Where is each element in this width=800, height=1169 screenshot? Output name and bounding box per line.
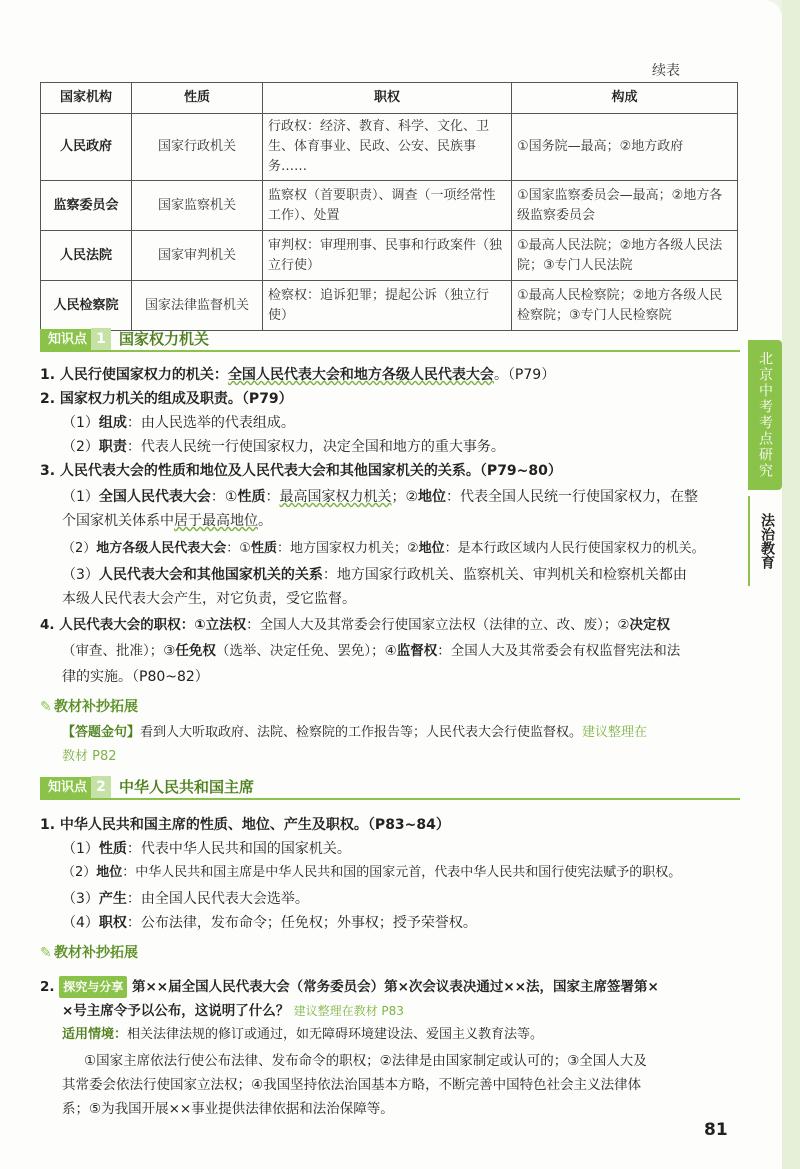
cell-nature: 国家行政机关 bbox=[132, 114, 263, 181]
kp1-item-3-1: （1）全国人民代表大会：①性质：最高国家权力机关；②地位：代表全国人民统一行使国家权力，在整 bbox=[62, 489, 699, 505]
kp2-item-1-3: （3）产生：由全国人民代表大会选举。 bbox=[62, 891, 309, 907]
cell-org: 人民政府 bbox=[41, 114, 132, 181]
cell-composition: ①国家监察委员会—最高；②地方各级监察委员会 bbox=[512, 181, 738, 231]
kp1-item-4-cont: （审查、批准）；③任免权（选举、决定任免、罢免）；④监督权：全国人大及其常委会有权监督宪法和法 bbox=[62, 643, 681, 659]
answer-line-1: ①国家主席依法行使公布法律、发布命令的职权；②法律是由国家制定或认可的；③全国人大及 bbox=[84, 1053, 647, 1069]
cell-org: 监察委员会 bbox=[41, 181, 132, 231]
cell-org: 人民检察院 bbox=[41, 281, 132, 331]
textbook-extension-1: ✎ 教材补抄拓展 bbox=[40, 699, 138, 715]
pen-icon: ✎ bbox=[40, 699, 52, 715]
knowledge-point-1-header bbox=[40, 328, 740, 352]
table-row bbox=[41, 114, 738, 181]
pen-icon: ✎ bbox=[40, 945, 52, 961]
answer-line-2: 其常委会依法行使国家立法权；④我国坚持依法治国基本方略，不断完善中国特色社会主义法律体 bbox=[62, 1077, 642, 1093]
question-2: 2. 探究与分享 第××届全国人民代表大会（常务委员会）第×次会议表决通过××法，国家主席签署第× bbox=[40, 976, 659, 998]
kp1-item-3-3: （3）人民代表大会和其他国家机关的关系：地方国家行政机关、监察机关、审判机关和检察机关都由 bbox=[62, 567, 687, 583]
knowledge-point-2-header bbox=[40, 776, 740, 800]
table-header-row bbox=[41, 83, 738, 114]
kp1-item-2: 2. 国家权力机关的组成及职责。（P79） bbox=[40, 391, 293, 407]
kp-label: 知识点 bbox=[40, 777, 95, 799]
explore-badge: 探究与分享 bbox=[59, 976, 127, 998]
kp-number: 1 bbox=[91, 328, 111, 350]
table-row bbox=[41, 281, 738, 331]
kp1-item-2-1: （1）组成：由人民选举的代表组成。 bbox=[62, 415, 295, 431]
table-row bbox=[41, 231, 738, 281]
cell-composition: ①最高人民检察院；②地方各级人民检察院；③专门人民检察院 bbox=[512, 281, 738, 331]
kp1-item-3-2: （2）地方各级人民代表大会：①性质：地方国家权力机关；②地位：是本行政区域内人民行使国家权力的机关。 bbox=[62, 541, 705, 556]
answer-line-3: 系；⑤为我国开展××事业提供法律依据和法治保障等。 bbox=[62, 1101, 394, 1117]
kp1-item-4: 4. 人民代表大会的职权：①立法权：全国人大及其常委会行使国家立法权（法律的立、改、废）；②决定权 bbox=[40, 617, 671, 633]
chapter-side-tab: 北京中考考点研究 bbox=[748, 340, 782, 490]
header-org: 国家机构 bbox=[41, 83, 132, 114]
kp-title: 中华人民共和国主席 bbox=[119, 778, 255, 796]
cell-power: 行政权：经济、教育、科学、文化、卫生、体育事业、民政、公安、民族事务…… bbox=[263, 114, 512, 181]
table-row bbox=[41, 181, 738, 231]
kp1-item-3: 3. 人民代表大会的性质和地位及人民代表大会和其他国家机关的关系。（P79~80） bbox=[40, 463, 562, 479]
kp1-item-4-cont2: 律的实施。（P80~82） bbox=[62, 669, 209, 685]
textbook-extension-2: ✎ 教材补抄拓展 bbox=[40, 945, 138, 961]
cell-power: 检察权：追诉犯罪；提起公诉（独立行使） bbox=[263, 281, 512, 331]
page-edge bbox=[782, 0, 800, 1169]
kp1-item-1: 1. 人民行使国家权力的机关：全国人民代表大会和地方各级人民代表大会。（P79） bbox=[40, 367, 556, 383]
cell-power: 监察权（首要职责）、调查（一项经常性工作）、处置 bbox=[263, 181, 512, 231]
subject-side-tab: 法治教育 bbox=[748, 496, 784, 586]
question-2-cont: ×号主席令予以公布，这说明了什么？ 建议整理在教材 P83 bbox=[62, 1003, 404, 1019]
cell-org: 人民法院 bbox=[41, 231, 132, 281]
continued-label: 续表 bbox=[652, 63, 680, 79]
cell-composition: ①国务院—最高；②地方政府 bbox=[512, 114, 738, 181]
kp1-item-3-1-cont: 个国家机关体系中居于最高地位。 bbox=[62, 513, 272, 529]
cell-nature: 国家监察机关 bbox=[132, 181, 263, 231]
page-number: 81 bbox=[704, 1120, 728, 1140]
state-organs-table bbox=[40, 82, 738, 331]
kp-title: 国家权力机关 bbox=[119, 330, 210, 348]
cell-power: 审判权：审理刑事、民事和行政案件（独立行使） bbox=[263, 231, 512, 281]
answer-phrase-ref: 教材 P82 bbox=[62, 749, 117, 764]
cell-nature: 国家法律监督机关 bbox=[132, 281, 263, 331]
kp2-item-1: 1. 中华人民共和国主席的性质、地位、产生及职权。（P83~84） bbox=[40, 817, 450, 833]
kp-number: 2 bbox=[91, 776, 111, 798]
kp2-item-1-4: （4）职权：公布法律，发布命令；任免权；外事权；授予荣誉权。 bbox=[62, 915, 477, 931]
kp2-item-1-1: （1）性质：代表中华人民共和国的国家机关。 bbox=[62, 841, 351, 857]
header-nature: 性质 bbox=[132, 83, 263, 114]
applicable-scene: 适用情境：相关法律法规的修订或通过，如无障碍环境建设法、爱国主义教育法等。 bbox=[62, 1027, 544, 1042]
header-composition: 构成 bbox=[512, 83, 738, 114]
kp1-item-2-2: （2）职责：代表人民统一行使国家权力，决定全国和地方的重大事务。 bbox=[62, 439, 505, 455]
header-power: 职权 bbox=[263, 83, 512, 114]
answer-phrase: 【答题金句】看到人大听取政府、法院、检察院的工作报告等；人民代表大会行使监督权。建议整理在 bbox=[62, 725, 648, 740]
cell-composition: ①最高人民法院；②地方各级人民法院；③专门人民法院 bbox=[512, 231, 738, 281]
kp1-item-3-3-cont: 本级人民代表大会产生，对它负责，受它监督。 bbox=[62, 591, 356, 607]
kp-label: 知识点 bbox=[40, 329, 95, 351]
kp2-item-1-2: （2）地位：中华人民共和国主席是中华人民共和国的国家元首，代表中华人民共和国行使宪法赋予的职权。 bbox=[62, 865, 682, 880]
cell-nature: 国家审判机关 bbox=[132, 231, 263, 281]
